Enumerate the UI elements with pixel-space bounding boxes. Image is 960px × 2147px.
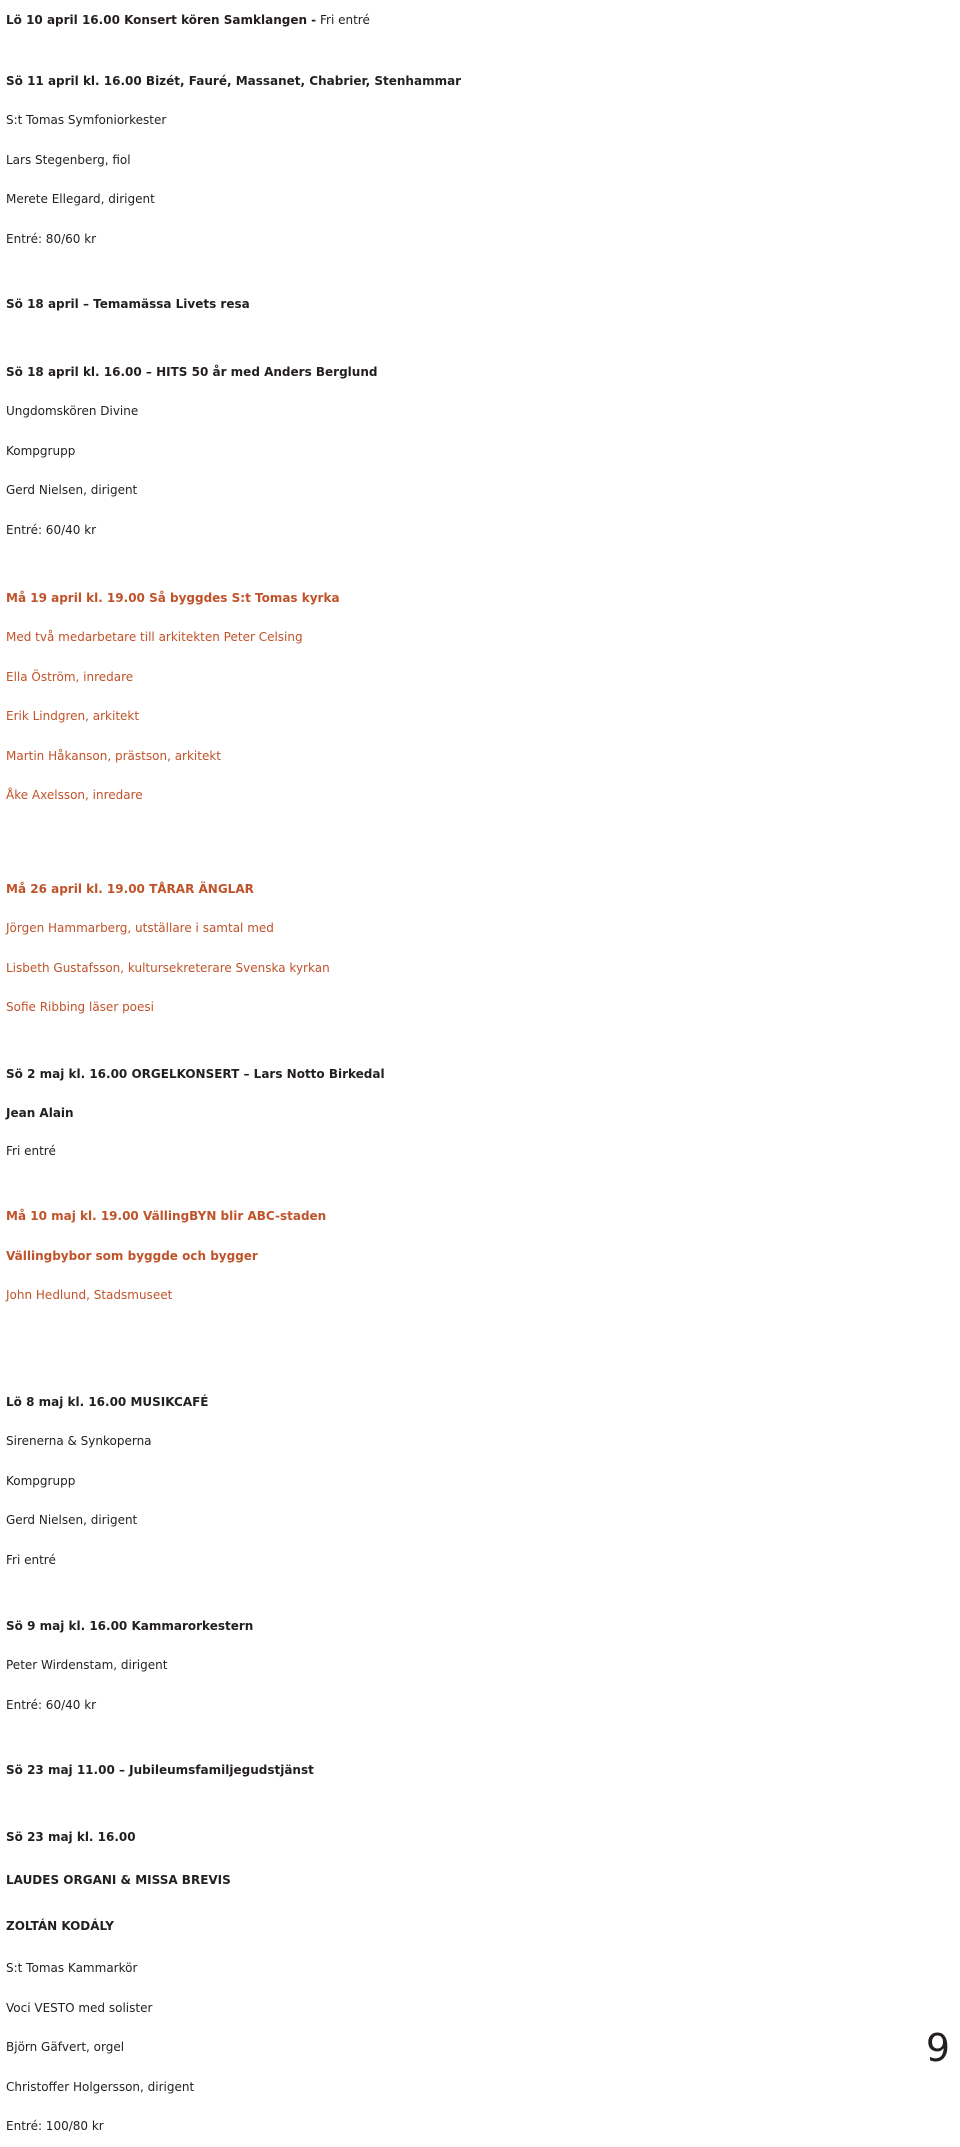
event-hits: [6, 352, 936, 550]
event-jubileumsfamiljegudstjanst: [6, 1750, 936, 1790]
event-detail: Sirenerna & Synkoperna: [6, 1434, 152, 1448]
event-title-line3: ZOLTÁN KODÁLY: [6, 1919, 114, 1933]
event-title: Sö 9 maj kl. 16.00 Kammarorkestern: [6, 1619, 254, 1633]
event-detail: Kompgrupp: [6, 443, 76, 458]
event-title: Må 19 april kl. 19.00 Så byggdes S:t Tomas kyrka: [6, 591, 340, 605]
event-detail: Lars Stegenberg, fiol: [6, 152, 131, 167]
event-detail: Erik Lindgren, arkitekt: [6, 709, 140, 723]
event-detail: Åke Axelsson, inredare: [6, 788, 143, 802]
event-tarar-anglar: [6, 869, 936, 1028]
event-detail: Gerd Nielsen, dirigent: [6, 483, 138, 497]
event-detail: Lisbeth Gustafsson, kultursekreterare Svenska kyrkan: [6, 960, 330, 975]
event-vallingbyn: [6, 1196, 936, 1316]
event-title-line2: Vällingbybor som byggde och bygger: [6, 1249, 258, 1263]
event-title-line2: LAUDES ORGANI & MISSA BREVIS: [6, 1873, 231, 1887]
event-detail: Entré: 80/60 kr: [6, 231, 97, 246]
event-title: Må 10 maj kl. 19.00 VällingBYN blir ABC-staden: [6, 1209, 327, 1223]
event-title: Må 26 april kl. 19.00 TÅRAR ÄNGLAR: [6, 882, 254, 896]
event-detail: Fri entré: [6, 1552, 56, 1567]
event-detail: Med två medarbetare till arkitekten Peter Celsing: [6, 630, 303, 644]
page-number: 9: [925, 2026, 950, 2070]
event-detail: Entré: 100/80 kr: [6, 2119, 104, 2133]
event-detail: Ella Öström, inredare: [6, 669, 134, 684]
event-title: Lö 8 maj kl. 16.00 MUSIKCAFÉ: [6, 1395, 209, 1409]
event-detail: Peter Wirdenstam, dirigent: [6, 1658, 168, 1672]
event-title: [6, 0, 936, 40]
event-detail: Ungdomskören Divine: [6, 404, 139, 418]
event-title: Sö 18 april – Temamässa Livets resa: [6, 297, 250, 311]
event-symfoniorkester: [6, 61, 936, 259]
event-detail: Christoffer Holgersson, dirigent: [6, 2079, 195, 2094]
event-laudes-organi: [6, 1817, 936, 2147]
event-detail: Voci VESTO med solister: [6, 2000, 153, 2015]
event-detail: Entré: 60/40 kr: [6, 1697, 97, 1712]
event-title: Sö 23 maj kl. 16.00: [6, 1830, 136, 1844]
event-detail: John Hedlund, Stadsmuseet: [6, 1288, 173, 1302]
event-detail: Entré: 60/40 kr: [6, 522, 97, 537]
event-detail: Jörgen Hammarberg, utställare i samtal med: [6, 921, 274, 935]
event-title-bold: Lö 10 april 16.00 Konsert kören Samklangen -: [6, 13, 317, 27]
event-title: Sö 23 maj 11.00 – Jubileumsfamiljegudstjänst: [6, 1763, 314, 1777]
event-detail: Gerd Nielsen, dirigent: [6, 1513, 138, 1527]
event-title-line2: Jean Alain: [6, 1106, 74, 1120]
event-title: Sö 11 april kl. 16.00 Bizét, Fauré, Massanet, Chabrier, Stenhammar: [6, 74, 462, 88]
event-detail: Sofie Ribbing läser poesi: [6, 1000, 154, 1014]
event-detail: S:t Tomas Kammarkör: [6, 1961, 138, 1975]
event-detail: Martin Håkanson, prästson, arkitekt: [6, 748, 222, 763]
event-detail: Merete Ellegard, dirigent: [6, 192, 155, 206]
event-title: Sö 2 maj kl. 16.00 ORGELKONSERT – Lars Notto Birkedal: [6, 1067, 385, 1081]
event-sa-byggdes: [6, 578, 936, 816]
event-detail: S:t Tomas Symfoniorkester: [6, 113, 167, 127]
event-musikcafe: [6, 1382, 936, 1580]
event-title: Sö 18 april kl. 16.00 – HITS 50 år med Anders Berglund: [6, 365, 378, 379]
event-samklangen: [6, 0, 936, 40]
event-detail: Fri entré: [6, 1144, 56, 1158]
event-detail: Kompgrupp: [6, 1473, 76, 1488]
event-kammarorkestern: [6, 1606, 936, 1725]
event-title-rest: Fri entré: [316, 13, 370, 27]
event-orgelkonsert: [6, 1054, 936, 1172]
event-temamassa: [6, 284, 936, 324]
event-detail: Björn Gäfvert, orgel: [6, 2040, 125, 2054]
